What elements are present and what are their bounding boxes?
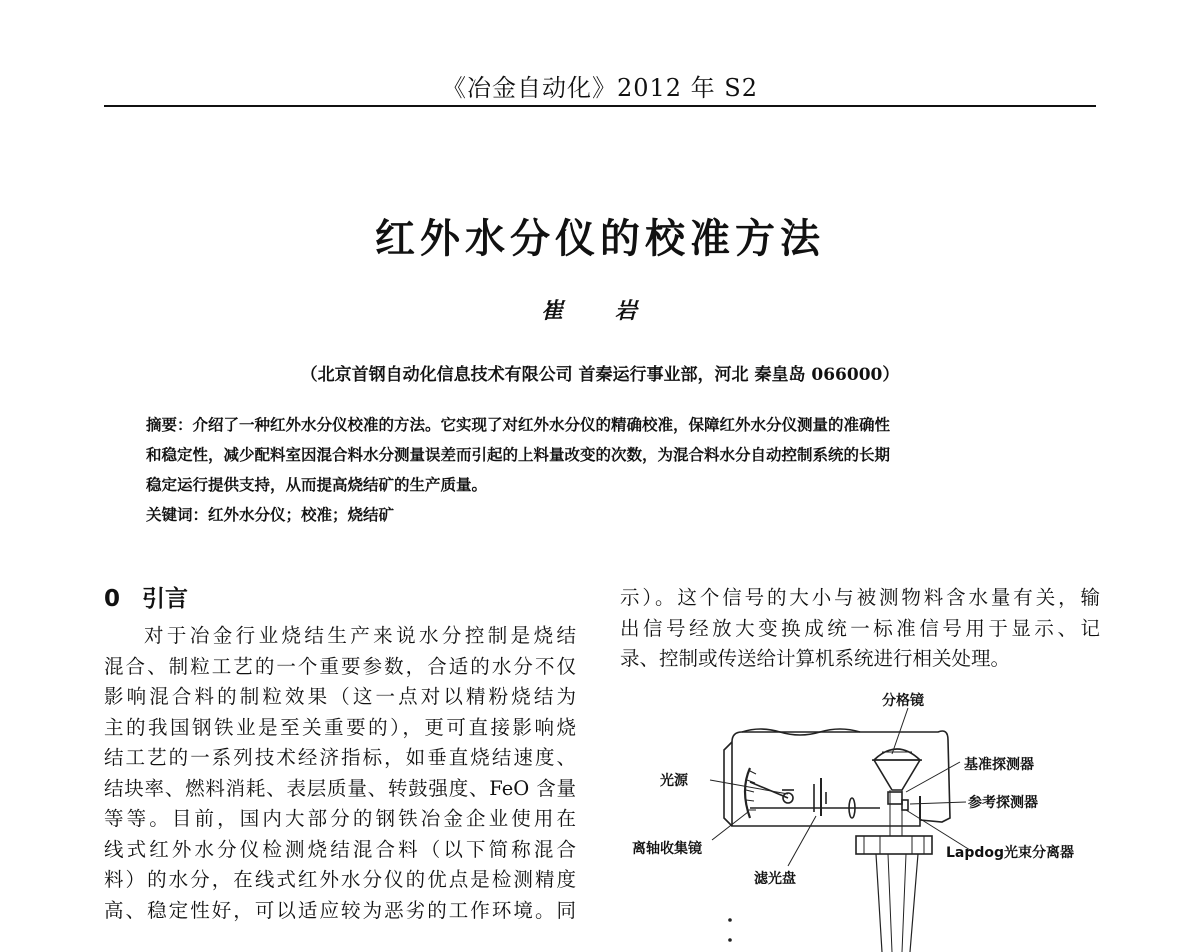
label-splitter-mirror: 分格镜 — [882, 693, 924, 709]
body-left-line: 结工艺的一系列技术经济指标，如垂直烧结速度、 — [104, 746, 576, 769]
abstract-line-2: 和稳定性，减少配料室因混合料水分测量误差而引起的上料量改变的次数，为混合料水分自动控制系统的长期 — [146, 445, 891, 464]
label-reference-detector-base: 基准探测器 — [964, 757, 1034, 773]
affiliation: （北京首钢自动化信息技术有限公司 首秦运行事业部，河北 秦皇岛 066000） — [300, 365, 900, 385]
abstract — [146, 410, 1066, 530]
body-right-line: 录、控制或传送给计算机系统进行相关处理。 — [620, 647, 1011, 670]
label-beam-splitter: Lapdog光束分离器 — [946, 845, 1075, 861]
keywords-text: 红外水分仪；校准；烧结矿 — [208, 505, 395, 524]
section-number: 0 — [104, 586, 121, 612]
body-left-line: 混合、制粒工艺的一个重要参数，合适的水分不仅 — [104, 654, 576, 678]
abstract-line-1 — [146, 410, 1066, 440]
keywords-label: 关键词： — [146, 505, 209, 524]
body-right-column — [620, 583, 1100, 675]
body-right-line: 示）。这个信号的大小与被测物料含水量有关，输 — [620, 586, 1100, 609]
label-reference-detector: 参考探测器 — [968, 795, 1038, 811]
abstract-label: 摘要： — [146, 415, 193, 434]
header-rule — [104, 105, 1096, 107]
abstract-text-1: 介绍了一种红外水分仪校准的方法。它实现了对红外水分仪的精确校准，保障红外水分仪测量的准确性 — [192, 415, 891, 434]
paper-title: 红外水分仪的校准方法 — [375, 216, 825, 262]
body-left-line: 等等。目前，国内大部分的钢铁冶金企业使用在 — [104, 807, 576, 830]
author: 崔 岩 — [541, 298, 659, 324]
abstract-line-3: 稳定运行提供支持，从而提高烧结矿的生产质量。 — [146, 475, 488, 494]
body-left-line: 线式红外水分仪检测烧结混合料（以下简称混合 — [104, 837, 576, 861]
instrument-diagram — [620, 690, 1100, 952]
body-left-line: 料）的水分，在线式红外水分仪的优点是检测精度 — [104, 868, 576, 891]
label-off-axis-mirror: 离轴收集镜 — [632, 841, 702, 857]
figure-moisture-meter-diagram — [620, 690, 1100, 952]
section-title: 引言 — [142, 586, 188, 612]
label-filter-disk: 滤光盘 — [754, 871, 796, 887]
body-left-line: 高、稳定性好，可以适应较为恶劣的工作环境。同 — [104, 898, 576, 922]
body-left-line: 主的我国钢铁业是至关重要的），更可直接影响烧 — [104, 715, 576, 739]
keywords — [146, 500, 1066, 530]
body-left-line: 对于冶金行业烧结生产来说水分控制是烧结 — [144, 624, 576, 647]
body-right-line: 出信号经放大变换成统一标准信号用于显示、记 — [620, 616, 1100, 640]
label-light-source: 光源 — [660, 773, 688, 789]
body-left-line: 结块率、燃料消耗、表层质量、转鼓强度、FeO 含量 — [104, 776, 576, 800]
body-left-line: 影响混合料的制粒效果（这一点对以精粉烧结为 — [104, 685, 576, 708]
running-head: 《冶金自动化》2012 年 S2 — [441, 74, 759, 102]
body-left-column — [104, 621, 576, 926]
section-heading — [104, 580, 188, 613]
